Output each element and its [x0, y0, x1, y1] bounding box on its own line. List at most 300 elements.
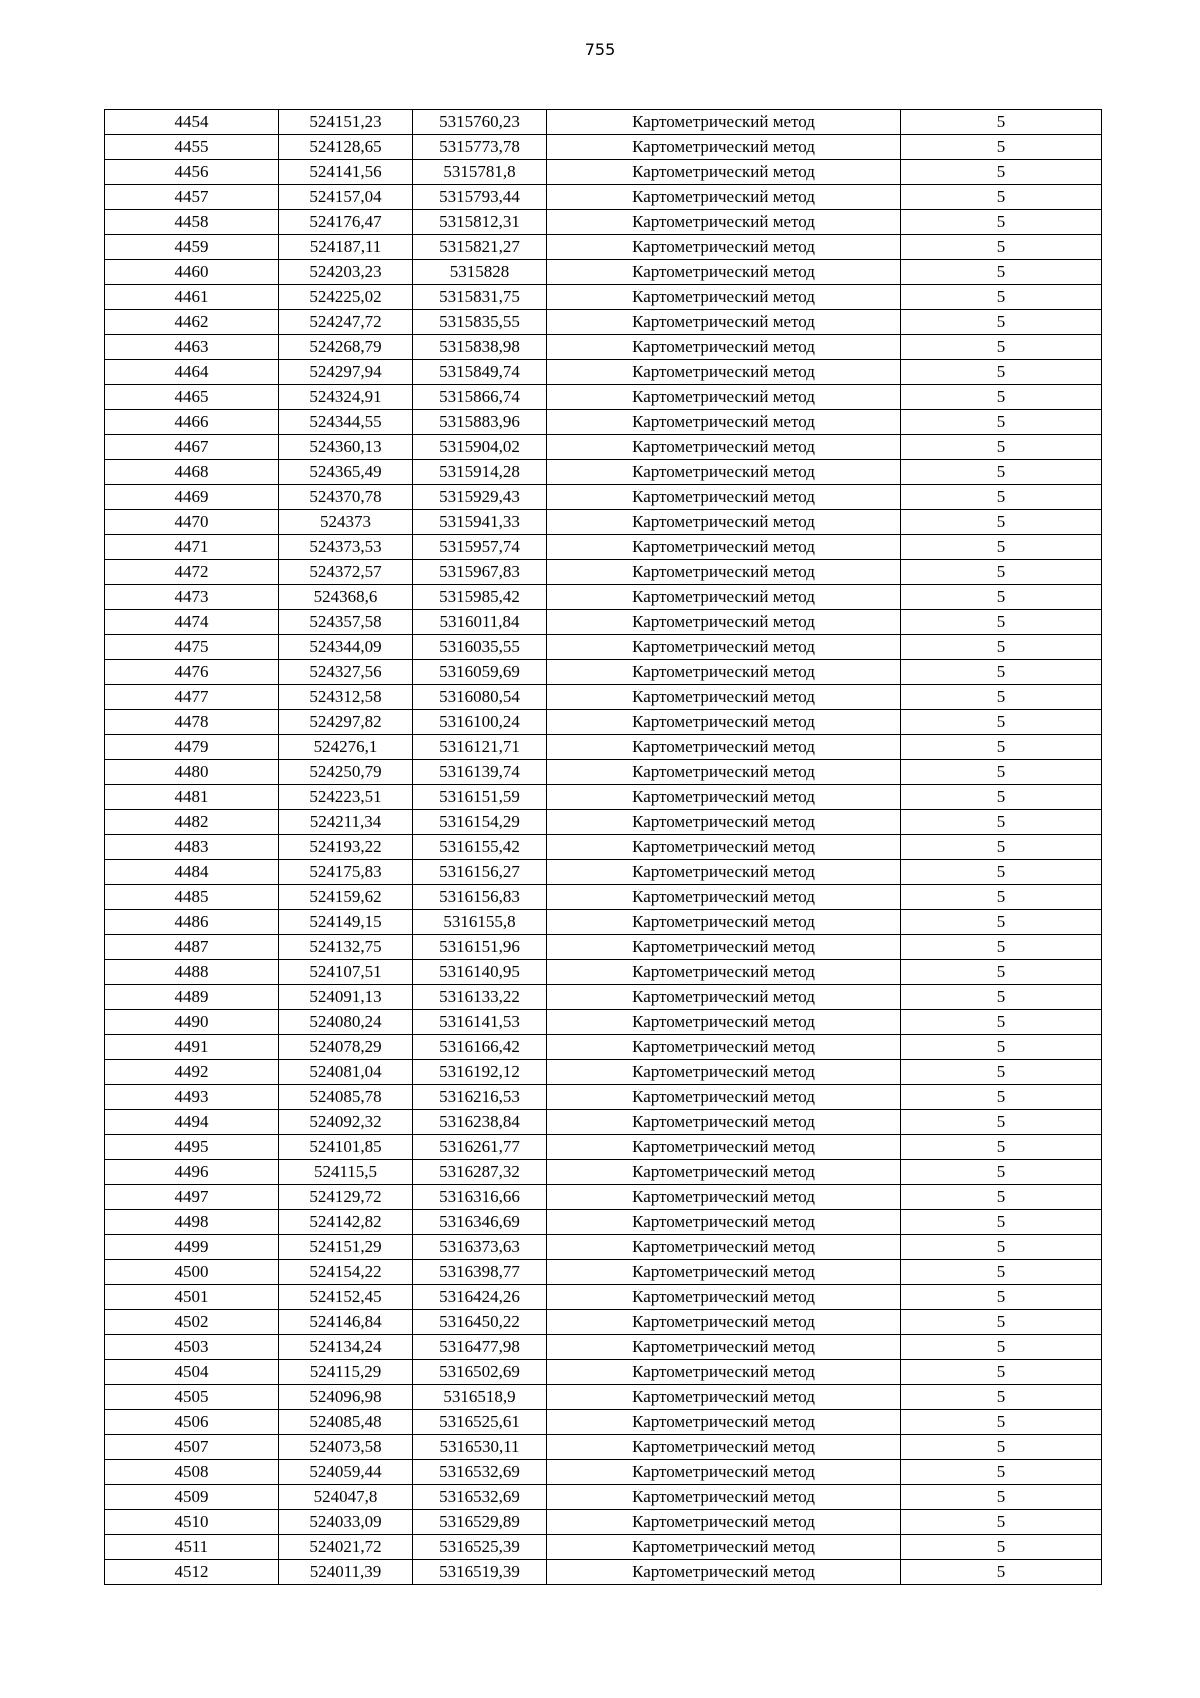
- y-coordinate-cell: 5315985,42: [413, 585, 547, 610]
- accuracy-cell: 5: [901, 685, 1102, 710]
- table-row: [105, 960, 1102, 985]
- table-row: [105, 635, 1102, 660]
- y-coordinate-cell: 5316424,26: [413, 1285, 547, 1310]
- x-coordinate-cell: 524324,91: [279, 385, 413, 410]
- table-row: [105, 610, 1102, 635]
- accuracy-cell: 5: [901, 835, 1102, 860]
- accuracy-cell: 5: [901, 1085, 1102, 1110]
- point-number-cell: 4473: [105, 585, 279, 610]
- x-coordinate-cell: 524360,13: [279, 435, 413, 460]
- y-coordinate-cell: 5316525,61: [413, 1410, 547, 1435]
- table-row: [105, 1485, 1102, 1510]
- accuracy-cell: 5: [901, 585, 1102, 610]
- accuracy-cell: 5: [901, 1335, 1102, 1360]
- y-coordinate-cell: 5316525,39: [413, 1535, 547, 1560]
- method-cell: Картометрический метод: [547, 910, 901, 935]
- y-coordinate-cell: 5316316,66: [413, 1185, 547, 1210]
- x-coordinate-cell: 524187,11: [279, 235, 413, 260]
- method-cell: Картометрический метод: [547, 1010, 901, 1035]
- accuracy-cell: 5: [901, 860, 1102, 885]
- method-cell: Картометрический метод: [547, 885, 901, 910]
- accuracy-cell: 5: [901, 385, 1102, 410]
- table-row: [105, 810, 1102, 835]
- point-number-cell: 4471: [105, 535, 279, 560]
- accuracy-cell: 5: [901, 1160, 1102, 1185]
- y-coordinate-cell: 5316532,69: [413, 1485, 547, 1510]
- y-coordinate-cell: 5316155,8: [413, 910, 547, 935]
- y-coordinate-cell: 5315883,96: [413, 410, 547, 435]
- point-number-cell: 4477: [105, 685, 279, 710]
- x-coordinate-cell: 524297,82: [279, 710, 413, 735]
- accuracy-cell: 5: [901, 1035, 1102, 1060]
- y-coordinate-cell: 5316238,84: [413, 1110, 547, 1135]
- y-coordinate-cell: 5316519,39: [413, 1560, 547, 1585]
- accuracy-cell: 5: [901, 1135, 1102, 1160]
- y-coordinate-cell: 5316156,83: [413, 885, 547, 910]
- point-number-cell: 4481: [105, 785, 279, 810]
- point-number-cell: 4500: [105, 1260, 279, 1285]
- point-number-cell: 4501: [105, 1285, 279, 1310]
- point-number-cell: 4469: [105, 485, 279, 510]
- accuracy-cell: 5: [901, 1010, 1102, 1035]
- method-cell: Картометрический метод: [547, 510, 901, 535]
- table-row: [105, 210, 1102, 235]
- point-number-cell: 4492: [105, 1060, 279, 1085]
- method-cell: Картометрический метод: [547, 860, 901, 885]
- accuracy-cell: 5: [901, 1185, 1102, 1210]
- x-coordinate-cell: 524357,58: [279, 610, 413, 635]
- accuracy-cell: 5: [901, 660, 1102, 685]
- y-coordinate-cell: 5316035,55: [413, 635, 547, 660]
- table-row: [105, 1435, 1102, 1460]
- y-coordinate-cell: 5316450,22: [413, 1310, 547, 1335]
- x-coordinate-cell: 524033,09: [279, 1510, 413, 1535]
- y-coordinate-cell: 5316121,71: [413, 735, 547, 760]
- y-coordinate-cell: 5316529,89: [413, 1510, 547, 1535]
- x-coordinate-cell: 524091,13: [279, 985, 413, 1010]
- y-coordinate-cell: 5316346,69: [413, 1210, 547, 1235]
- table-row: [105, 935, 1102, 960]
- x-coordinate-cell: 524146,84: [279, 1310, 413, 1335]
- accuracy-cell: 5: [901, 1060, 1102, 1085]
- table-row: [105, 985, 1102, 1010]
- method-cell: Картометрический метод: [547, 710, 901, 735]
- accuracy-cell: 5: [901, 885, 1102, 910]
- table-row: [105, 1335, 1102, 1360]
- x-coordinate-cell: 524344,55: [279, 410, 413, 435]
- method-cell: Картометрический метод: [547, 185, 901, 210]
- y-coordinate-cell: 5316100,24: [413, 710, 547, 735]
- y-coordinate-cell: 5315812,31: [413, 210, 547, 235]
- y-coordinate-cell: 5315773,78: [413, 135, 547, 160]
- x-coordinate-cell: 524151,29: [279, 1235, 413, 1260]
- point-number-cell: 4470: [105, 510, 279, 535]
- y-coordinate-cell: 5316502,69: [413, 1360, 547, 1385]
- accuracy-cell: 5: [901, 635, 1102, 660]
- table-row: [105, 385, 1102, 410]
- method-cell: Картометрический метод: [547, 460, 901, 485]
- accuracy-cell: 5: [901, 1410, 1102, 1435]
- method-cell: Картометрический метод: [547, 1560, 901, 1585]
- coordinates-table: [104, 109, 1102, 1585]
- y-coordinate-cell: 5316156,27: [413, 860, 547, 885]
- y-coordinate-cell: 5315828: [413, 260, 547, 285]
- table-row: [105, 1235, 1102, 1260]
- table-row: [105, 535, 1102, 560]
- x-coordinate-cell: 524152,45: [279, 1285, 413, 1310]
- x-coordinate-cell: 524225,02: [279, 285, 413, 310]
- table-row: [105, 860, 1102, 885]
- method-cell: Картометрический метод: [547, 1535, 901, 1560]
- table-row: [105, 285, 1102, 310]
- point-number-cell: 4506: [105, 1410, 279, 1435]
- accuracy-cell: 5: [901, 560, 1102, 585]
- point-number-cell: 4504: [105, 1360, 279, 1385]
- table-row: [105, 335, 1102, 360]
- accuracy-cell: 5: [901, 1560, 1102, 1585]
- point-number-cell: 4475: [105, 635, 279, 660]
- method-cell: Картометрический метод: [547, 1360, 901, 1385]
- method-cell: Картометрический метод: [547, 760, 901, 785]
- method-cell: Картометрический метод: [547, 635, 901, 660]
- x-coordinate-cell: 524047,8: [279, 1485, 413, 1510]
- y-coordinate-cell: 5316216,53: [413, 1085, 547, 1110]
- table-row: [105, 1410, 1102, 1435]
- x-coordinate-cell: 524092,32: [279, 1110, 413, 1135]
- x-coordinate-cell: 524134,24: [279, 1335, 413, 1360]
- x-coordinate-cell: 524151,23: [279, 110, 413, 135]
- x-coordinate-cell: 524193,22: [279, 835, 413, 860]
- method-cell: Картометрический метод: [547, 685, 901, 710]
- method-cell: Картометрический метод: [547, 1185, 901, 1210]
- method-cell: Картометрический метод: [547, 935, 901, 960]
- x-coordinate-cell: 524372,57: [279, 560, 413, 585]
- x-coordinate-cell: 524175,83: [279, 860, 413, 885]
- point-number-cell: 4478: [105, 710, 279, 735]
- point-number-cell: 4494: [105, 1110, 279, 1135]
- accuracy-cell: 5: [901, 710, 1102, 735]
- method-cell: Картометрический метод: [547, 1310, 901, 1335]
- accuracy-cell: 5: [901, 985, 1102, 1010]
- method-cell: Картометрический метод: [547, 785, 901, 810]
- accuracy-cell: 5: [901, 735, 1102, 760]
- table-row: [105, 1110, 1102, 1135]
- y-coordinate-cell: 5315904,02: [413, 435, 547, 460]
- table-row: [105, 1560, 1102, 1585]
- method-cell: Картометрический метод: [547, 1260, 901, 1285]
- method-cell: Картометрический метод: [547, 610, 901, 635]
- accuracy-cell: 5: [901, 285, 1102, 310]
- table-row: [105, 835, 1102, 860]
- table-row: [105, 1210, 1102, 1235]
- accuracy-cell: 5: [901, 235, 1102, 260]
- accuracy-cell: 5: [901, 110, 1102, 135]
- x-coordinate-cell: 524128,65: [279, 135, 413, 160]
- y-coordinate-cell: 5316059,69: [413, 660, 547, 685]
- method-cell: Картометрический метод: [547, 160, 901, 185]
- table-row: [105, 1510, 1102, 1535]
- y-coordinate-cell: 5316398,77: [413, 1260, 547, 1285]
- accuracy-cell: 5: [901, 210, 1102, 235]
- y-coordinate-cell: 5316151,59: [413, 785, 547, 810]
- table-row: [105, 910, 1102, 935]
- point-number-cell: 4505: [105, 1385, 279, 1410]
- accuracy-cell: 5: [901, 1435, 1102, 1460]
- method-cell: Картометрический метод: [547, 385, 901, 410]
- point-number-cell: 4495: [105, 1135, 279, 1160]
- y-coordinate-cell: 5315821,27: [413, 235, 547, 260]
- point-number-cell: 4462: [105, 310, 279, 335]
- x-coordinate-cell: 524247,72: [279, 310, 413, 335]
- table-row: [105, 1385, 1102, 1410]
- y-coordinate-cell: 5316532,69: [413, 1460, 547, 1485]
- method-cell: Картометрический метод: [547, 410, 901, 435]
- table-row: [105, 1535, 1102, 1560]
- accuracy-cell: 5: [901, 1235, 1102, 1260]
- method-cell: Картометрический метод: [547, 810, 901, 835]
- method-cell: Картометрический метод: [547, 310, 901, 335]
- x-coordinate-cell: 524276,1: [279, 735, 413, 760]
- accuracy-cell: 5: [901, 160, 1102, 185]
- y-coordinate-cell: 5316011,84: [413, 610, 547, 635]
- table-row: [105, 410, 1102, 435]
- x-coordinate-cell: 524370,78: [279, 485, 413, 510]
- x-coordinate-cell: 524141,56: [279, 160, 413, 185]
- accuracy-cell: 5: [901, 1360, 1102, 1385]
- table-row: [105, 735, 1102, 760]
- method-cell: Картометрический метод: [547, 985, 901, 1010]
- point-number-cell: 4484: [105, 860, 279, 885]
- table-row: [105, 660, 1102, 685]
- x-coordinate-cell: 524312,58: [279, 685, 413, 710]
- x-coordinate-cell: 524176,47: [279, 210, 413, 235]
- x-coordinate-cell: 524344,09: [279, 635, 413, 660]
- point-number-cell: 4489: [105, 985, 279, 1010]
- x-coordinate-cell: 524129,72: [279, 1185, 413, 1210]
- point-number-cell: 4512: [105, 1560, 279, 1585]
- y-coordinate-cell: 5315831,75: [413, 285, 547, 310]
- table-row: [105, 685, 1102, 710]
- point-number-cell: 4454: [105, 110, 279, 135]
- accuracy-cell: 5: [901, 785, 1102, 810]
- point-number-cell: 4486: [105, 910, 279, 935]
- table-row: [105, 1135, 1102, 1160]
- x-coordinate-cell: 524327,56: [279, 660, 413, 685]
- y-coordinate-cell: 5316080,54: [413, 685, 547, 710]
- x-coordinate-cell: 524149,15: [279, 910, 413, 935]
- method-cell: Картометрический метод: [547, 1160, 901, 1185]
- table-row: [105, 1085, 1102, 1110]
- method-cell: Картометрический метод: [547, 735, 901, 760]
- method-cell: Картометрический метод: [547, 235, 901, 260]
- method-cell: Картометрический метод: [547, 110, 901, 135]
- point-number-cell: 4468: [105, 460, 279, 485]
- method-cell: Картометрический метод: [547, 1435, 901, 1460]
- y-coordinate-cell: 5316155,42: [413, 835, 547, 860]
- point-number-cell: 4498: [105, 1210, 279, 1235]
- point-number-cell: 4458: [105, 210, 279, 235]
- method-cell: Картометрический метод: [547, 485, 901, 510]
- method-cell: Картометрический метод: [547, 1410, 901, 1435]
- method-cell: Картометрический метод: [547, 1335, 901, 1360]
- table-row: [105, 135, 1102, 160]
- point-number-cell: 4467: [105, 435, 279, 460]
- point-number-cell: 4511: [105, 1535, 279, 1560]
- point-number-cell: 4503: [105, 1335, 279, 1360]
- x-coordinate-cell: 524159,62: [279, 885, 413, 910]
- y-coordinate-cell: 5315838,98: [413, 335, 547, 360]
- accuracy-cell: 5: [901, 435, 1102, 460]
- x-coordinate-cell: 524107,51: [279, 960, 413, 985]
- point-number-cell: 4482: [105, 810, 279, 835]
- accuracy-cell: 5: [901, 1260, 1102, 1285]
- table-row: [105, 885, 1102, 910]
- accuracy-cell: 5: [901, 810, 1102, 835]
- method-cell: Картометрический метод: [547, 560, 901, 585]
- method-cell: Картометрический метод: [547, 1035, 901, 1060]
- method-cell: Картометрический метод: [547, 285, 901, 310]
- table-row: [105, 160, 1102, 185]
- method-cell: Картометрический метод: [547, 135, 901, 160]
- table-row: [105, 1160, 1102, 1185]
- method-cell: Картометрический метод: [547, 585, 901, 610]
- table-row: [105, 510, 1102, 535]
- method-cell: Картометрический метод: [547, 660, 901, 685]
- x-coordinate-cell: 524211,34: [279, 810, 413, 835]
- point-number-cell: 4457: [105, 185, 279, 210]
- table-row: [105, 1060, 1102, 1085]
- point-number-cell: 4472: [105, 560, 279, 585]
- point-number-cell: 4485: [105, 885, 279, 910]
- y-coordinate-cell: 5315941,33: [413, 510, 547, 535]
- accuracy-cell: 5: [901, 1535, 1102, 1560]
- point-number-cell: 4456: [105, 160, 279, 185]
- y-coordinate-cell: 5315967,83: [413, 560, 547, 585]
- y-coordinate-cell: 5316373,63: [413, 1235, 547, 1260]
- x-coordinate-cell: 524115,5: [279, 1160, 413, 1185]
- table-row: [105, 235, 1102, 260]
- accuracy-cell: 5: [901, 185, 1102, 210]
- x-coordinate-cell: 524373,53: [279, 535, 413, 560]
- method-cell: Картометрический метод: [547, 1510, 901, 1535]
- table-row: [105, 435, 1102, 460]
- point-number-cell: 4510: [105, 1510, 279, 1535]
- accuracy-cell: 5: [901, 360, 1102, 385]
- method-cell: Картометрический метод: [547, 1110, 901, 1135]
- table-row: [105, 560, 1102, 585]
- y-coordinate-cell: 5316166,42: [413, 1035, 547, 1060]
- x-coordinate-cell: 524142,82: [279, 1210, 413, 1235]
- y-coordinate-cell: 5316287,32: [413, 1160, 547, 1185]
- table-row: [105, 1460, 1102, 1485]
- point-number-cell: 4491: [105, 1035, 279, 1060]
- y-coordinate-cell: 5316530,11: [413, 1435, 547, 1460]
- y-coordinate-cell: 5316154,29: [413, 810, 547, 835]
- accuracy-cell: 5: [901, 535, 1102, 560]
- method-cell: Картометрический метод: [547, 1210, 901, 1235]
- y-coordinate-cell: 5316261,77: [413, 1135, 547, 1160]
- accuracy-cell: 5: [901, 410, 1102, 435]
- y-coordinate-cell: 5316477,98: [413, 1335, 547, 1360]
- x-coordinate-cell: 524021,72: [279, 1535, 413, 1560]
- point-number-cell: 4483: [105, 835, 279, 860]
- x-coordinate-cell: 524365,49: [279, 460, 413, 485]
- method-cell: Картометрический метод: [547, 1460, 901, 1485]
- accuracy-cell: 5: [901, 1485, 1102, 1510]
- x-coordinate-cell: 524073,58: [279, 1435, 413, 1460]
- point-number-cell: 4464: [105, 360, 279, 385]
- page-number: 755: [584, 40, 616, 59]
- accuracy-cell: 5: [901, 1510, 1102, 1535]
- table-row: [105, 760, 1102, 785]
- x-coordinate-cell: 524223,51: [279, 785, 413, 810]
- y-coordinate-cell: 5315957,74: [413, 535, 547, 560]
- y-coordinate-cell: 5315835,55: [413, 310, 547, 335]
- x-coordinate-cell: 524297,94: [279, 360, 413, 385]
- point-number-cell: 4507: [105, 1435, 279, 1460]
- method-cell: Картометрический метод: [547, 1235, 901, 1260]
- y-coordinate-cell: 5316518,9: [413, 1385, 547, 1410]
- table-row: [105, 710, 1102, 735]
- x-coordinate-cell: 524085,78: [279, 1085, 413, 1110]
- x-coordinate-cell: 524154,22: [279, 1260, 413, 1285]
- table-row: [105, 1285, 1102, 1310]
- y-coordinate-cell: 5316141,53: [413, 1010, 547, 1035]
- x-coordinate-cell: 524059,44: [279, 1460, 413, 1485]
- point-number-cell: 4496: [105, 1160, 279, 1185]
- point-number-cell: 4476: [105, 660, 279, 685]
- accuracy-cell: 5: [901, 335, 1102, 360]
- point-number-cell: 4509: [105, 1485, 279, 1510]
- table-row: [105, 185, 1102, 210]
- method-cell: Картометрический метод: [547, 1385, 901, 1410]
- accuracy-cell: 5: [901, 1385, 1102, 1410]
- y-coordinate-cell: 5316133,22: [413, 985, 547, 1010]
- x-coordinate-cell: 524250,79: [279, 760, 413, 785]
- y-coordinate-cell: 5316139,74: [413, 760, 547, 785]
- method-cell: Картометрический метод: [547, 435, 901, 460]
- point-number-cell: 4490: [105, 1010, 279, 1035]
- table-row: [105, 110, 1102, 135]
- y-coordinate-cell: 5316151,96: [413, 935, 547, 960]
- x-coordinate-cell: 524096,98: [279, 1385, 413, 1410]
- point-number-cell: 4487: [105, 935, 279, 960]
- point-number-cell: 4499: [105, 1235, 279, 1260]
- table-row: [105, 1035, 1102, 1060]
- table-row: [105, 785, 1102, 810]
- method-cell: Картометрический метод: [547, 260, 901, 285]
- table-row: [105, 1010, 1102, 1035]
- x-coordinate-cell: 524368,6: [279, 585, 413, 610]
- table-row: [105, 1260, 1102, 1285]
- method-cell: Картометрический метод: [547, 1485, 901, 1510]
- x-coordinate-cell: 524132,75: [279, 935, 413, 960]
- method-cell: Картометрический метод: [547, 1135, 901, 1160]
- accuracy-cell: 5: [901, 485, 1102, 510]
- accuracy-cell: 5: [901, 760, 1102, 785]
- method-cell: Картометрический метод: [547, 1085, 901, 1110]
- x-coordinate-cell: 524373: [279, 510, 413, 535]
- method-cell: Картометрический метод: [547, 335, 901, 360]
- x-coordinate-cell: 524078,29: [279, 1035, 413, 1060]
- y-coordinate-cell: 5315760,23: [413, 110, 547, 135]
- accuracy-cell: 5: [901, 310, 1102, 335]
- accuracy-cell: 5: [901, 960, 1102, 985]
- point-number-cell: 4455: [105, 135, 279, 160]
- point-number-cell: 4459: [105, 235, 279, 260]
- x-coordinate-cell: 524085,48: [279, 1410, 413, 1435]
- x-coordinate-cell: 524115,29: [279, 1360, 413, 1385]
